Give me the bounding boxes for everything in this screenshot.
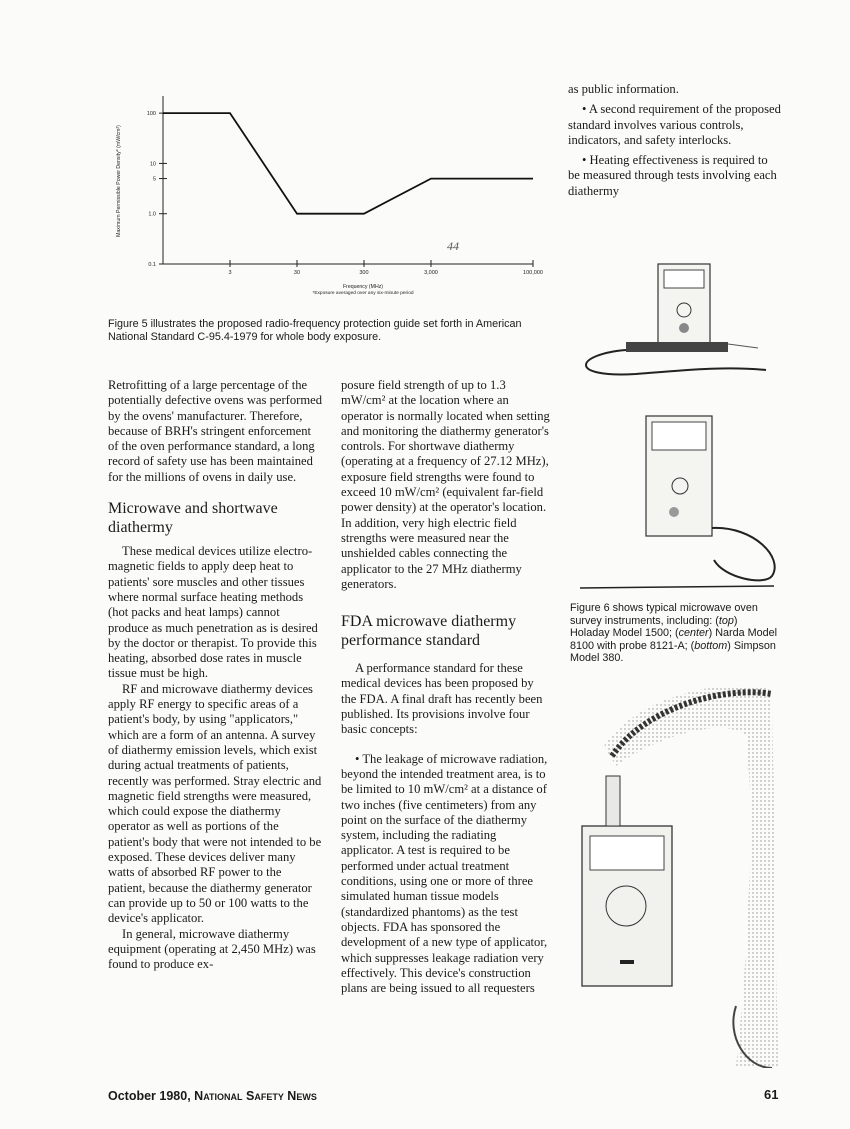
figure-6-caption: Figure 6 shows typical microwave oven survey instruments, including: (top) Holaday Model 1500; (center) Narda Model 8100 with probe 8121-A; (bottom) Simpson Model 380. <box>570 602 778 665</box>
heading-microwave-shortwave-diathermy: Microwave and shortwave diathermy <box>108 500 278 537</box>
series-line-0 <box>163 113 533 214</box>
col1-paragraph-4: In general, microwave diathermy equipment (operating at 2,450 MHz) was found to produce ex- <box>108 926 316 972</box>
column-1 <box>108 378 322 972</box>
col3-paragraph-1: as public information. <box>568 82 679 96</box>
x-tick-label-4: 100,000 <box>523 270 543 276</box>
footer-date: October 1980, <box>108 1089 191 1103</box>
figure-5-caption: Figure 5 illustrates the proposed radio-frequency protection guide set forth in American National Standard C-95.4-1979 for whole body exposure. <box>108 318 522 343</box>
col1-paragraph-2: These medical devices utilize electro-magnetic fields to apply deep heat to patients' sore muscles and other tissues where normal surface heating methods (hot packs and heat lamps) cannot produce as much penetration as is desired by the doctor or therapist. To provide this heating, absorbed dose rates in muscle tissue must be high. <box>108 544 318 681</box>
col2-paragraph-2: A performance standard for these medical devices has been proposed by the FDA. A final draft has recently been published. Its provisions involve four basic concepts: <box>341 661 543 737</box>
x-tick-label-1: 30 <box>293 270 301 276</box>
photo-holaday-instrument <box>566 258 782 380</box>
col1-paragraph-1: Retrofitting of a large percentage of the potentially defective ovens was performed by the ovens' manufacturer. Therefore, because of BRH's stringent enforcement of the oven performance standard, a long record of safety use has been maintained for the millions of ovens in daily use. <box>108 378 323 484</box>
x-tick-label-2: 300 <box>359 270 369 276</box>
photo-simpson-instrument <box>576 676 782 1068</box>
y-tick-label-2: 5 <box>152 176 156 183</box>
footer-magazine: National Safety News <box>194 1089 317 1103</box>
x-axis-note: *Exposure averaged over any six-minute period <box>312 291 414 296</box>
heading-fda-standard: FDA microwave diathermy performance standard <box>341 613 517 650</box>
column-2 <box>341 378 551 996</box>
x-tick-label-3: 3,000 <box>424 270 438 276</box>
col2-paragraph-3: • The leakage of microwave radiation, beyond the intended treatment area, is to be limited to 10 mW/cm² at a distance of two inches (five centimeters) from any point on the surface of the diathermy system, including the radiating applicator. A test is required to be performed under actual treatment conditions, using one or more of three simulated human tissue models (standardized phantoms) as the test objects. FDA has sponsored the development of a new type of applicator, which suppresses leakage radiation very effectively. This device's construction plans are being issued to all requesters <box>341 751 548 996</box>
x-axis-label: Frequency (MHz) <box>342 284 384 290</box>
col3-paragraph-3: • Heating effectiveness is required to be measured through tests involving each diathermy <box>568 153 777 198</box>
y-axis-label: Maximum Permissible Power Density* (mW/cm²) <box>116 125 122 237</box>
x-tick-label-0: 3 <box>228 270 232 276</box>
col1-paragraph-3: RF and microwave diathermy devices apply RF energy to specific areas of a patient's body, by using "applicators," which are a form of an antenna. A survey of diathermy emission levels, which exist during actual treatments of patients, recently was performed. Stray electric and magnetic field strengths were measured, which could expose the diathermy operator as well as portions of the patient's body that were not intended to be exposed. These devices deliver many watts of absorbed RF power to the patient, because the diathermy generator can provide up to 50 or 100 watts to the device's applicator. <box>108 681 322 926</box>
footer-issue <box>108 1089 317 1103</box>
handwritten-annotation: 44 <box>446 239 459 253</box>
y-tick-label-3: 1.0 <box>148 211 156 218</box>
col2-paragraph-1: posure field strength of up to 1.3 mW/cm² at the location where an operator is normally located when setting and monitoring the diathermy generator's controls. For shortwave diathermy (operating at a frequency of 27.12 MHz), exposure field strengths were found to exceed 10 mW/cm² (equivalent far-field power density) at the operator's location. In addition, very high electric field strengths were measured near the unshielded cables connecting the applicator to the 27 MHz diathermy generators. <box>341 378 550 591</box>
column-3 <box>568 82 782 199</box>
col3-paragraph-2: • A second requirement of the proposed standard involves various controls, indicators, and safety interlocks. <box>568 102 781 147</box>
photo-narda-instrument <box>574 408 784 594</box>
page-number: 61 <box>764 1087 779 1102</box>
figure-5-chart <box>108 88 548 316</box>
y-tick-label-0: 100 <box>146 111 156 118</box>
y-tick-label-1: 10 <box>149 161 156 168</box>
y-tick-label-4: 0.1 <box>148 262 156 268</box>
